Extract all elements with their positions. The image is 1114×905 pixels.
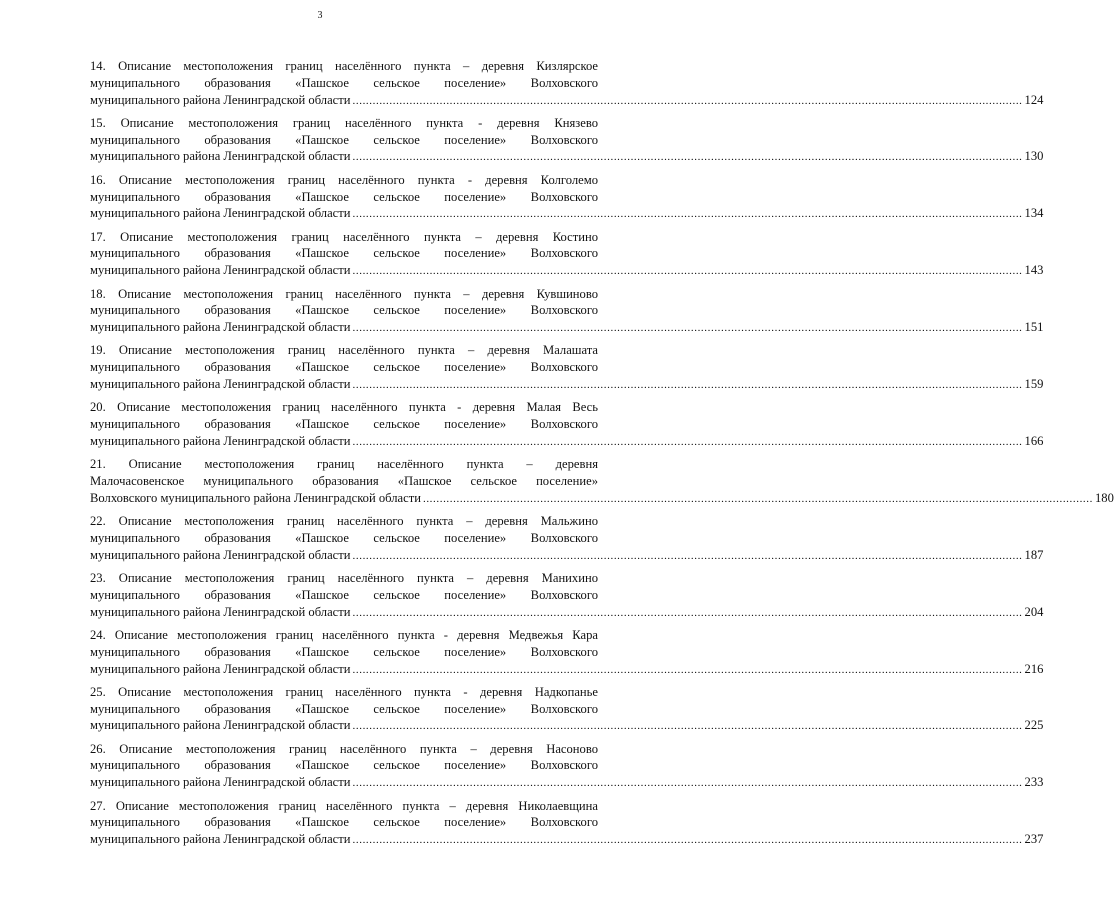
toc-entry-page: 187: [1024, 547, 1044, 562]
toc-entry[interactable]: [90, 456, 1114, 507]
toc-entry-page: 166: [1024, 433, 1044, 448]
toc-entry[interactable]: [90, 627, 1044, 678]
toc-entry-page: 151: [1024, 320, 1044, 335]
toc-entry-line: муниципального образования «Пашское сельское поселение» Волховского: [90, 530, 598, 545]
toc-entry-last-line: [90, 490, 1114, 508]
toc-entry-line: муниципального района Ленинградской области: [90, 377, 351, 392]
toc-entry-line: муниципального района Ленинградской области: [90, 320, 351, 335]
toc-entry-line: муниципального образования «Пашское сельское поселение» Волховского: [90, 701, 598, 716]
dot-leader: ........................................................................................................................................................................................................: [352, 151, 1023, 164]
toc-entry-line: муниципального образования «Пашское сельское поселение» Волховского: [90, 75, 598, 90]
toc-entry-line: муниципального образования «Пашское сельское поселение» Волховского: [90, 246, 598, 261]
toc-entry-line: муниципального района Ленинградской области: [90, 661, 351, 676]
toc-entry-line: муниципального района Ленинградской области: [90, 92, 351, 107]
toc-entry-page: 204: [1024, 604, 1044, 619]
toc-entry-last-line: [90, 92, 1044, 110]
toc-entry-line: муниципального района Ленинградской области: [90, 832, 351, 847]
toc-entry-line: муниципального образования «Пашское сельское поселение» Волховского: [90, 360, 598, 375]
toc-entry-page: 143: [1024, 263, 1044, 278]
dot-leader: ........................................................................................................................................................................................................: [352, 322, 1023, 335]
dot-leader: ........................................................................................................................................................................................................: [352, 265, 1023, 278]
toc-entry[interactable]: [90, 513, 1044, 564]
toc-entry[interactable]: [90, 342, 1044, 393]
toc-entry-page: 225: [1024, 718, 1044, 733]
dot-leader: ........................................................................................................................................................................................................: [422, 492, 1093, 505]
toc-entry-line: 21. Описание местоположения границ населённого пункта – деревня: [90, 457, 598, 472]
toc-entry-last-line: [90, 376, 1044, 394]
toc-entry-line: Малочасовенское муниципального образования «Пашское сельское поселение»: [90, 474, 598, 489]
toc-entry-line: Волховского муниципального района Ленинградской области: [90, 490, 421, 505]
toc-entry-last-line: [90, 433, 1044, 451]
toc-entry-line: 24. Описание местоположения границ населённого пункта - деревня Медвежья Кара: [90, 627, 598, 642]
toc-entry-line: 26. Описание местоположения границ населённого пункта – деревня Насоново: [90, 741, 598, 756]
toc-entry-last-line: [90, 604, 1044, 622]
toc-entry-line: муниципального района Ленинградской области: [90, 263, 351, 278]
toc-entry-line: муниципального района Ленинградской области: [90, 718, 351, 733]
toc-entry[interactable]: [90, 172, 1044, 223]
toc-entry-line: муниципального образования «Пашское сельское поселение» Волховского: [90, 132, 598, 147]
toc-entry-last-line: [90, 205, 1044, 223]
toc-entry-line: муниципального района Ленинградской области: [90, 149, 351, 164]
toc-entry-line: муниципального образования «Пашское сельское поселение» Волховского: [90, 644, 598, 659]
toc-entry-line: муниципального района Ленинградской области: [90, 433, 351, 448]
toc-entry-line: 18. Описание местоположения границ населённого пункта – деревня Кувшиново: [90, 286, 598, 301]
toc-entry-line: муниципального образования «Пашское сельское поселение» Волховского: [90, 417, 598, 432]
toc-entry-page: 134: [1024, 206, 1044, 221]
toc-entry-last-line: [90, 547, 1044, 565]
toc-entry-line: 25. Описание местоположения границ населённого пункта - деревня Надкопанье: [90, 684, 598, 699]
dot-leader: ........................................................................................................................................................................................................: [352, 94, 1023, 107]
toc-entry-line: муниципального района Ленинградской области: [90, 206, 351, 221]
toc-entry-line: муниципального района Ленинградской области: [90, 775, 351, 790]
toc-entry-last-line: [90, 262, 1044, 280]
toc-entry-page: 216: [1024, 661, 1044, 676]
dot-leader: ........................................................................................................................................................................................................: [352, 435, 1023, 448]
toc-entry-page: 124: [1024, 92, 1044, 107]
toc-entry-last-line: [90, 831, 1044, 849]
table-of-contents: [90, 58, 1114, 854]
page-number: 3: [317, 10, 323, 21]
dot-leader: ........................................................................................................................................................................................................: [352, 208, 1023, 221]
toc-entry-last-line: [90, 148, 1044, 166]
toc-entry-line: 27. Описание местоположения границ населённого пункта – деревня Николаевщина: [90, 798, 598, 813]
toc-entry-line: муниципального района Ленинградской области: [90, 604, 351, 619]
toc-entry-page: 159: [1024, 377, 1044, 392]
dot-leader: ........................................................................................................................................................................................................: [352, 379, 1023, 392]
toc-entry-line: 23. Описание местоположения границ населённого пункта – деревня Манихино: [90, 571, 598, 586]
toc-entry[interactable]: [90, 684, 1044, 735]
toc-entry-page: 180: [1094, 490, 1114, 505]
toc-entry-line: муниципального образования «Пашское сельское поселение» Волховского: [90, 815, 598, 830]
toc-entry-line: 19. Описание местоположения границ населённого пункта – деревня Малашата: [90, 343, 598, 358]
toc-entry[interactable]: [90, 58, 1044, 109]
toc-entry-page: 130: [1024, 149, 1044, 164]
toc-entry-line: 20. Описание местоположения границ населённого пункта - деревня Малая Весь: [90, 400, 598, 415]
dot-leader: ........................................................................................................................................................................................................: [352, 663, 1023, 676]
dot-leader: ........................................................................................................................................................................................................: [352, 834, 1023, 847]
toc-entry-line: муниципального образования «Пашское сельское поселение» Волховского: [90, 587, 598, 602]
toc-entry[interactable]: [90, 115, 1044, 166]
toc-entry[interactable]: [90, 286, 1044, 337]
toc-entry[interactable]: [90, 741, 1044, 792]
dot-leader: ........................................................................................................................................................................................................: [352, 720, 1023, 733]
dot-leader: ........................................................................................................................................................................................................: [352, 549, 1023, 562]
toc-entry-line: 15. Описание местоположения границ населённого пункта - деревня Князево: [90, 115, 598, 130]
dot-leader: ........................................................................................................................................................................................................: [352, 606, 1023, 619]
toc-entry-last-line: [90, 661, 1044, 679]
toc-entry-line: 14. Описание местоположения границ населённого пункта – деревня Кизлярское: [90, 59, 598, 73]
toc-entry-line: 22. Описание местоположения границ населённого пункта – деревня Мальжино: [90, 514, 598, 529]
dot-leader: ........................................................................................................................................................................................................: [352, 777, 1023, 790]
toc-entry-last-line: [90, 319, 1044, 337]
toc-entry[interactable]: [90, 570, 1044, 621]
toc-entry-line: 16. Описание местоположения границ населённого пункта - деревня Колголемо: [90, 172, 598, 187]
toc-entry-line: муниципального образования «Пашское сельское поселение» Волховского: [90, 758, 598, 773]
toc-entry-line: муниципального образования «Пашское сельское поселение» Волховского: [90, 303, 598, 318]
toc-entry-line: 17. Описание местоположения границ населённого пункта – деревня Костино: [90, 229, 598, 244]
toc-entry-line: муниципального района Ленинградской области: [90, 547, 351, 562]
toc-entry-last-line: [90, 717, 1044, 735]
toc-entry[interactable]: [90, 229, 1044, 280]
toc-entry-page: 237: [1024, 832, 1044, 847]
toc-entry[interactable]: [90, 798, 1044, 849]
toc-entry-last-line: [90, 774, 1044, 792]
toc-entry[interactable]: [90, 399, 1044, 450]
toc-entry-line: муниципального образования «Пашское сельское поселение» Волховского: [90, 189, 598, 204]
toc-entry-page: 233: [1024, 775, 1044, 790]
